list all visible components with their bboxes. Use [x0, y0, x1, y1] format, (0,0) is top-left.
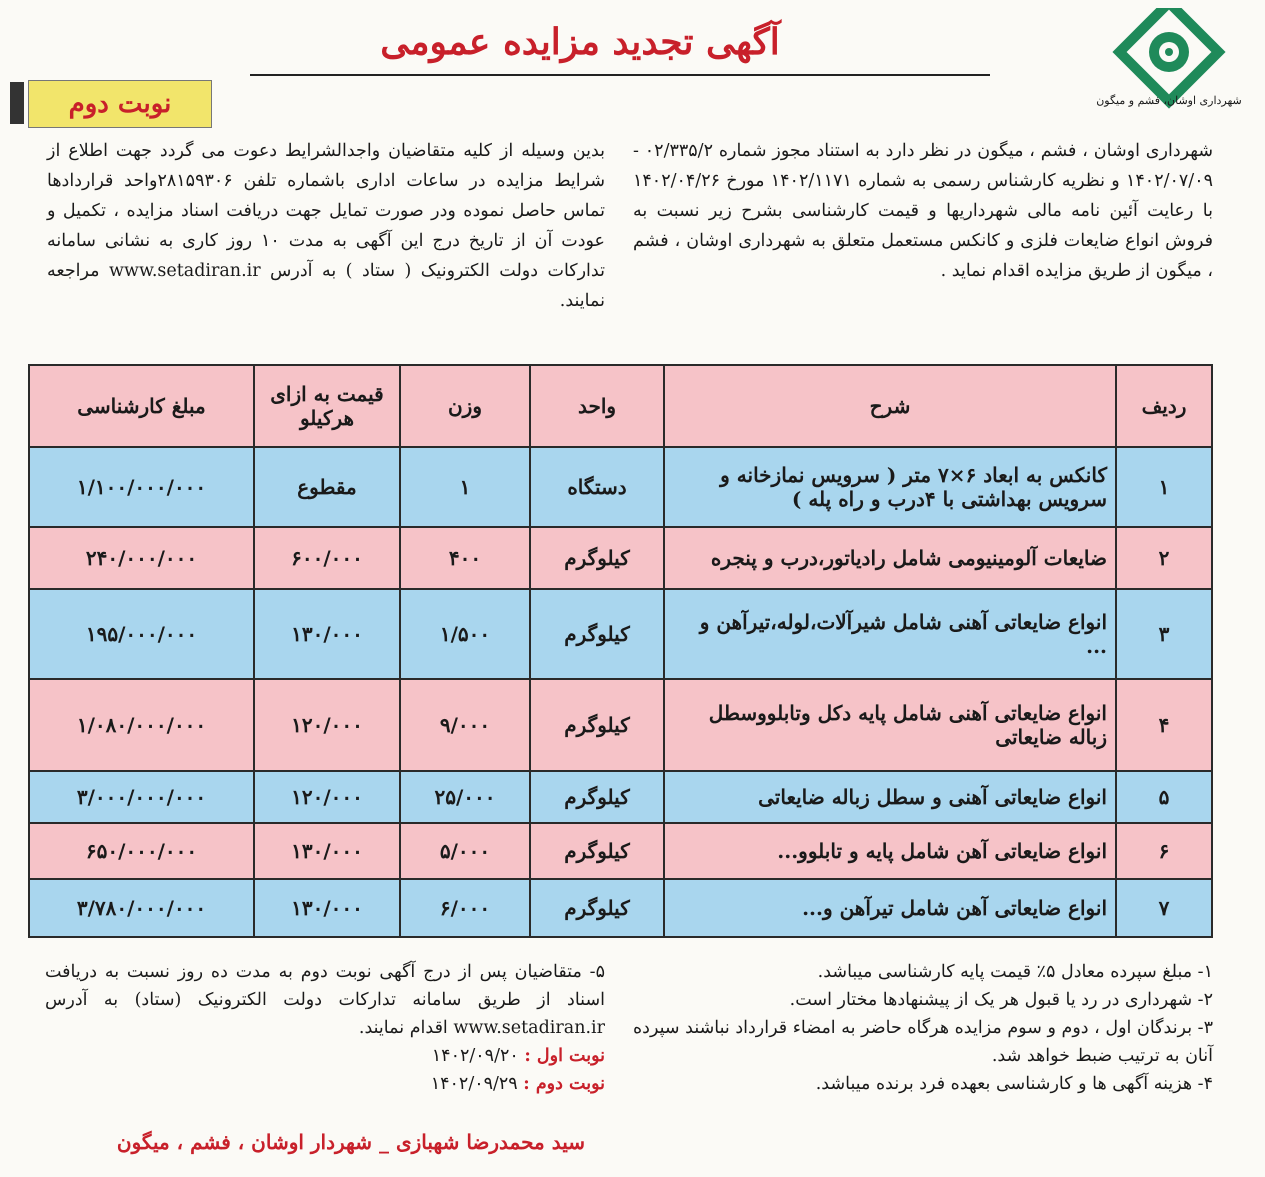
row-description: انواع ضایعاتی آهن شامل تیرآهن و...	[664, 879, 1116, 937]
mayor-signature: سید محمدرضا شهبازی _ شهردار اوشان ، فشم ، میگون	[116, 1130, 585, 1154]
row-price: ۶۰۰/۰۰۰	[254, 527, 400, 589]
row-unit: کیلوگرم	[530, 771, 664, 823]
row-unit: کیلوگرم	[530, 679, 664, 771]
row-price: ۱۲۰/۰۰۰	[254, 771, 400, 823]
first-publication	[45, 1042, 605, 1070]
row-weight: ۵/۰۰۰	[400, 823, 530, 879]
intro-paragraph-left: بدین وسیله از کلیه متقاضیان واجدالشرایط دعوت می گردد جهت اطلاع از شرایط مزایده در ساعات اداری باشماره تلفن ۲۸۱۵۹۳۰۶واحد قراردادها تماس حاصل نموده ودر صورت تمایل جهت دریافت اسناد مزایده ، تکمیل و عودت آن از تاریخ درج این آگهی به مدت ۱۰ روز کاری به نشانی سامانه تدارکات دولت الکترونیک ( ستاد ) به آدرس www.setadiran.ir مراجعه نمایند.	[47, 141, 605, 311]
table-row	[29, 771, 1212, 823]
table-row	[29, 527, 1212, 589]
row-description: ضایعات آلومینیومی شامل رادیاتور،درب و پنجره	[664, 527, 1116, 589]
row-description: انواع ضایعاتی آهن شامل پایه و تابلوو...	[664, 823, 1116, 879]
condition-2: ۲- شهرداری در رد یا قبول هر یک از پیشنهادها مختار است.	[789, 990, 1213, 1010]
second-publication-date: ۱۴۰۲/۰۹/۲۹	[430, 1074, 518, 1094]
row-number: ۴	[1116, 679, 1212, 771]
row-description: انواع ضایعاتی آهنی شامل پایه دکل وتابلووسطل زباله ضایعاتی	[664, 679, 1116, 771]
row-weight: ۶/۰۰۰	[400, 879, 530, 937]
badge-side-bar	[10, 82, 24, 124]
row-price: ۱۳۰/۰۰۰	[254, 589, 400, 679]
header-price-per-kilo: قیمت به ازای هرکیلو	[254, 365, 400, 447]
table-row	[29, 823, 1212, 879]
second-publication-label: نوبت دوم :	[523, 1074, 605, 1094]
row-amount: ۳/۰۰۰/۰۰۰/۰۰۰	[29, 771, 254, 823]
header-expert-amount: مبلغ کارشناسی	[29, 365, 254, 447]
table-row	[29, 679, 1212, 771]
page-title: آگهی تجدید مزایده عمومی	[380, 21, 780, 63]
condition-5: ۵- متقاضیان پس از درج آگهی نوبت دوم به مدت ده روز نسبت به دریافت اسناد از طریق سامانه تدارکات دولت الکترونیک (ستاد) به آدرس www.setadiran.ir اقدام نمایند.	[45, 962, 605, 1038]
condition-1: ۱- مبلغ سپرده معادل ۵٪ قیمت پایه کارشناسی میباشد.	[817, 962, 1213, 982]
header-description: شرح	[664, 365, 1116, 447]
intro-paragraph-right: شهرداری اوشان ، فشم ، میگون در نظر دارد به استناد مجوز شماره ۰۲/۳۳۵/۲ - ۱۴۰۲/۰۷/۰۹ و نظریه کارشناس رسمی به شماره ۱۴۰۲/۱۱۷۱ مورخ ۱۴۰۲/۰۴/۲۶ با رعایت آئین نامه مالی شهرداریها و قیمت کارشناسی بشرح زیر نسبت به فروش انواع ضایعات فلزی و کانکس مستعمل متعلق به شهرداری اوشان ، فشم ، میگون از طریق مزایده اقدام نماید .	[633, 141, 1213, 281]
row-number: ۱	[1116, 447, 1212, 527]
row-description: انواع ضایعاتی آهنی شامل شیرآلات،لوله،تیرآهن و ...	[664, 589, 1116, 679]
row-price: ۱۳۰/۰۰۰	[254, 879, 400, 937]
row-amount: ۲۴۰/۰۰۰/۰۰۰	[29, 527, 254, 589]
row-amount: ۶۵۰/۰۰۰/۰۰۰	[29, 823, 254, 879]
row-number: ۵	[1116, 771, 1212, 823]
row-weight: ۲۵/۰۰۰	[400, 771, 530, 823]
publication-info	[45, 958, 605, 1098]
header-weight: وزن	[400, 365, 530, 447]
row-weight: ۱/۵۰۰	[400, 589, 530, 679]
row-amount: ۱۹۵/۰۰۰/۰۰۰	[29, 589, 254, 679]
row-price: ۱۳۰/۰۰۰	[254, 823, 400, 879]
row-number: ۶	[1116, 823, 1212, 879]
row-number: ۷	[1116, 879, 1212, 937]
logo-caption: شهرداری اوشان، فشم و میگون	[1096, 94, 1242, 107]
condition-3: ۳- برندگان اول ، دوم و سوم مزایده هرگاه حاضر به امضاء قرارداد نباشند سپرده آنان به ترتیب ضبط خواهد شد.	[633, 1018, 1213, 1066]
row-unit: کیلوگرم	[530, 589, 664, 679]
header-row-number: ردیف	[1116, 365, 1212, 447]
row-price: مقطوع	[254, 447, 400, 527]
row-unit: کیلوگرم	[530, 527, 664, 589]
row-number: ۲	[1116, 527, 1212, 589]
row-weight: ۴۰۰	[400, 527, 530, 589]
row-unit: کیلوگرم	[530, 823, 664, 879]
conditions-list	[633, 958, 1213, 1098]
table-row	[29, 447, 1212, 527]
first-publication-label: نوبت اول :	[524, 1046, 605, 1066]
table-row	[29, 589, 1212, 679]
row-unit: کیلوگرم	[530, 879, 664, 937]
row-weight: ۹/۰۰۰	[400, 679, 530, 771]
condition-4: ۴- هزینه آگهی ها و کارشناسی بعهده فرد برنده میباشد.	[815, 1074, 1213, 1094]
first-publication-date: ۱۴۰۲/۰۹/۲۰	[431, 1046, 519, 1066]
row-unit: دستگاه	[530, 447, 664, 527]
row-amount: ۱/۰۸۰/۰۰۰/۰۰۰	[29, 679, 254, 771]
round-badge: نوبت دوم	[28, 80, 212, 128]
second-publication	[45, 1070, 605, 1098]
row-description: کانکس به ابعاد ۶×۷ متر ( سرویس نمازخانه و سرویس بهداشتی با ۴درب و راه پله )	[664, 447, 1116, 527]
table-row	[29, 879, 1212, 937]
row-description: انواع ضایعاتی آهنی و سطل زباله ضایعاتی	[664, 771, 1116, 823]
row-price: ۱۲۰/۰۰۰	[254, 679, 400, 771]
title-divider	[250, 74, 990, 76]
header-unit: واحد	[530, 365, 664, 447]
items-table	[30, 364, 1213, 938]
row-amount: ۱/۱۰۰/۰۰۰/۰۰۰	[29, 447, 254, 527]
row-weight: ۱	[400, 447, 530, 527]
row-amount: ۳/۷۸۰/۰۰۰/۰۰۰	[29, 879, 254, 937]
row-number: ۳	[1116, 589, 1212, 679]
